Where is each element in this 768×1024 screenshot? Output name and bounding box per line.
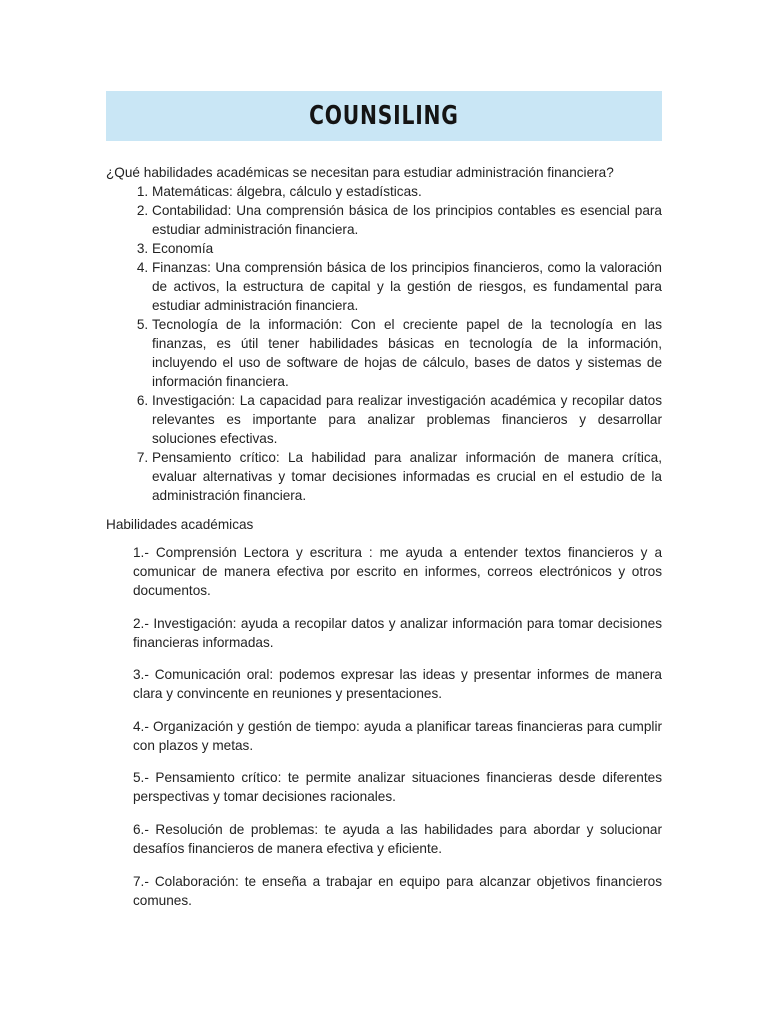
skill-paragraph: 2.- Investigación: ayuda a recopilar datos y analizar información para tomar decisiones financieras informadas.: [133, 615, 662, 650]
list-item: 3. Economía: [152, 239, 662, 258]
section-heading: Habilidades académicas: [106, 517, 254, 532]
list-item: 1. Matemáticas: álgebra, cálculo y estadísticas.: [152, 182, 662, 201]
list-item: 6. Investigación: La capacidad para realizar investigación académica y recopilar datos relevantes es importante para analizar problemas financieros y desarrollar soluciones efectivas.: [152, 391, 662, 448]
numbered-skills-list: [106, 182, 662, 505]
list-item: 2. Contabilidad: Una comprensión básica de los principios contables es esencial para estudiar administración financiera.: [152, 201, 662, 239]
title-banner: [106, 91, 662, 141]
page-title: COUNSILING: [309, 101, 459, 131]
skill-paragraph: 5.- Pensamiento crítico: te permite analizar situaciones financieras desde diferentes perspectivas y tomar decisiones racionales.: [133, 770, 662, 805]
skill-paragraph: 4.- Organización y gestión de tiempo: ayuda a planificar tareas financieras para cumplir con plazos y metas.: [133, 718, 662, 753]
skill-paragraph: 3.- Comunicación oral: podemos expresar las ideas y presentar informes de manera clara y convincente en reuniones y presentaciones.: [133, 667, 662, 702]
document-page: [106, 91, 662, 920]
skill-paragraph: 1.- Comprensión Lectora y escritura : me ayuda a entender textos financieros y a comunicar de manera efectiva por escrito en informes, correos electrónicos y otros documentos.: [133, 545, 662, 598]
list-item: 7. Pensamiento crítico: La habilidad para analizar información de manera crítica, evaluar alternativas y tomar decisiones informadas es crucial en el estudio de la administración financiera.: [152, 448, 662, 505]
list-item: 4. Finanzas: Una comprensión básica de los principios financieros, como la valoración de activos, la estructura de capital y la gestión de riesgos, es fundamental para estudiar administración financiera.: [152, 258, 662, 315]
skill-paragraph: 7.- Colaboración: te enseña a trabajar en equipo para alcanzar objetivos financieros comunes.: [133, 873, 662, 908]
skill-paragraph: 6.- Resolución de problemas: te ayuda a las habilidades para abordar y solucionar desafíos financieros de manera efectiva y eficiente.: [133, 821, 662, 856]
question-text: ¿Qué habilidades académicas se necesitan para estudiar administración financiera?: [106, 165, 614, 180]
list-item: 5. Tecnología de la información: Con el creciente papel de la tecnología en las finanzas, es útil tener habilidades básicas en tecnología de la información, incluyendo el uso de software de hojas de cálculo, bases de datos y sistemas de información financiera.: [152, 315, 662, 391]
academic-skills-list: [106, 543, 662, 910]
